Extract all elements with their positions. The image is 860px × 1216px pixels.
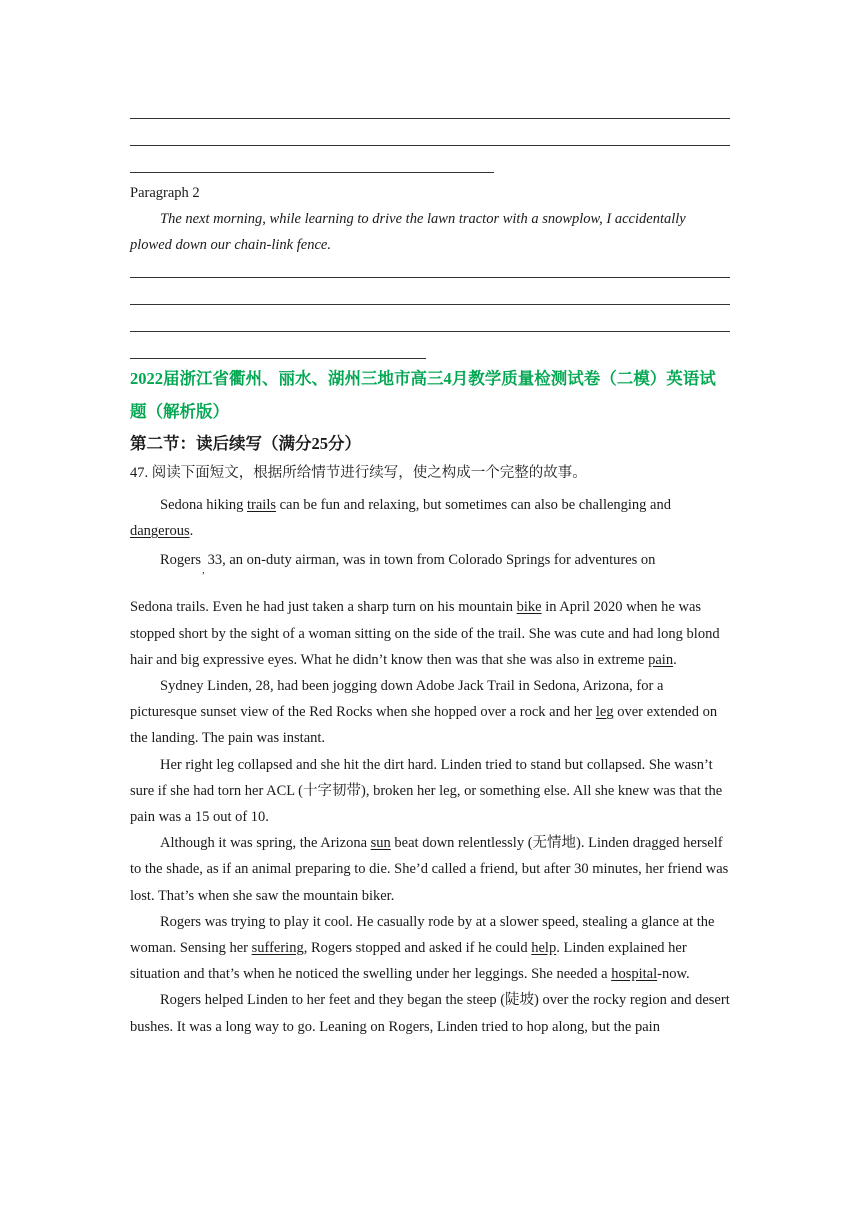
answer-line [130,172,494,173]
question-instruction: 47. 阅读下面短文，根据所给情节进行续写，使之构成一个完整的故事。 [130,465,587,481]
text-run: Rogers was trying to play it cool. He casually rode by at a slower speed, stealing a glance at the woman. Sensing her [130,913,715,957]
underlined-word: help [531,940,557,957]
underlined-word: sun [370,835,391,852]
story-paragraph-2 [130,594,730,673]
text-run: over extended on the landing. The pain was instant. [130,704,718,747]
text-run: . [189,523,194,540]
underlined-word: suffering [251,940,304,957]
answer-line [130,145,730,146]
story-paragraph-4: Her right leg collapsed and she hit the dirt hard. Linden tried to stand but collapsed. She wasn’t sure if she had torn her ACL (十字韧带), broken her leg, or something else. All she knew was that the pain was a 15 out of 10. [130,756,723,826]
underlined-word: dangerous [130,523,190,540]
answer-line [130,277,730,278]
text-run: beat down relentlessly (无情地). Linden dragged herself to the shade, as if an animal preparing to die. She’d called a friend, but after 30 minutes, her friend was lost. That’s when she saw the mountain biker. [130,835,729,904]
story-text [130,492,730,1040]
underlined-word: pain [648,651,674,668]
exam-title: 2022届浙江省衢州、丽水、湖州三地市高三4月教学质量检测试卷（二模）英语试题（解析版） [130,369,716,421]
text-run: Sedona hiking [160,497,247,513]
text-run: -now. [657,966,690,983]
underlined-word: trails [247,497,276,513]
story-paragraph-6 [130,909,730,988]
answer-line [130,331,730,332]
text-run: Sydney Linden, 28, had been jogging down Adobe Jack Trail in Sedona, Arizona, for a picturesque sunset view of the Red Rocks when she hopped over a rock and her [130,678,664,721]
underlined-word: hospital [611,966,658,983]
exam-header [130,362,730,486]
answer-line [130,304,730,305]
answer-lines-bottom [130,277,730,359]
text-run: 33, an on-duty airman, was in town from Colorado Springs for adventures on [207,552,656,569]
answer-line [130,358,426,359]
text-run: , Rogers stopped and asked if he could [303,940,532,957]
text-run: can be fun and relaxing, but sometimes can also be challenging and [276,497,671,513]
text-run: . [673,651,677,668]
paragraph2-label: Paragraph 2 [130,185,200,201]
paragraph2-block [130,180,730,259]
story-paragraph-7: Rogers helped Linden to her feet and they began the steep (陡坡) over the rocky region and desert bushes. It was a long way to go. Leaning on Rogers, Linden tried to hop along, but the pain [130,992,730,1035]
text-run: in April 2020 when he was stopped short by the sight of a woman sitting on the side of the trail. She was cute and had long blond hair and big expressive eyes. What he didn’t know then was that she was also in extreme [130,599,720,668]
underlined-word: leg [595,704,614,721]
comma-mark: , [202,565,205,577]
story-paragraph-3 [130,673,730,752]
story-paragraph-1 [130,492,730,544]
text-run: Sedona trails. Even he had just taken a sharp turn on his mountain [130,599,517,616]
story-paragraph-2-first-line [130,542,730,580]
section-heading: 第二节：读后续写（满分25分） [130,434,361,453]
paragraph2-prompt: The next morning, while learning to drive the lawn tractor with a snowplow, I accidentally plowed down our chain-link fence. [130,211,686,254]
answer-line [130,118,730,119]
story-paragraph-5 [130,830,730,909]
text-run: Although it was spring, the Arizona [160,835,371,852]
answer-lines-top [130,118,730,173]
text-run: . Linden explained her situation and that’s when he noticed the swelling under her leggings. She needed a [130,940,687,983]
text-run: Rogers [160,552,202,569]
underlined-word: bike [516,599,542,616]
